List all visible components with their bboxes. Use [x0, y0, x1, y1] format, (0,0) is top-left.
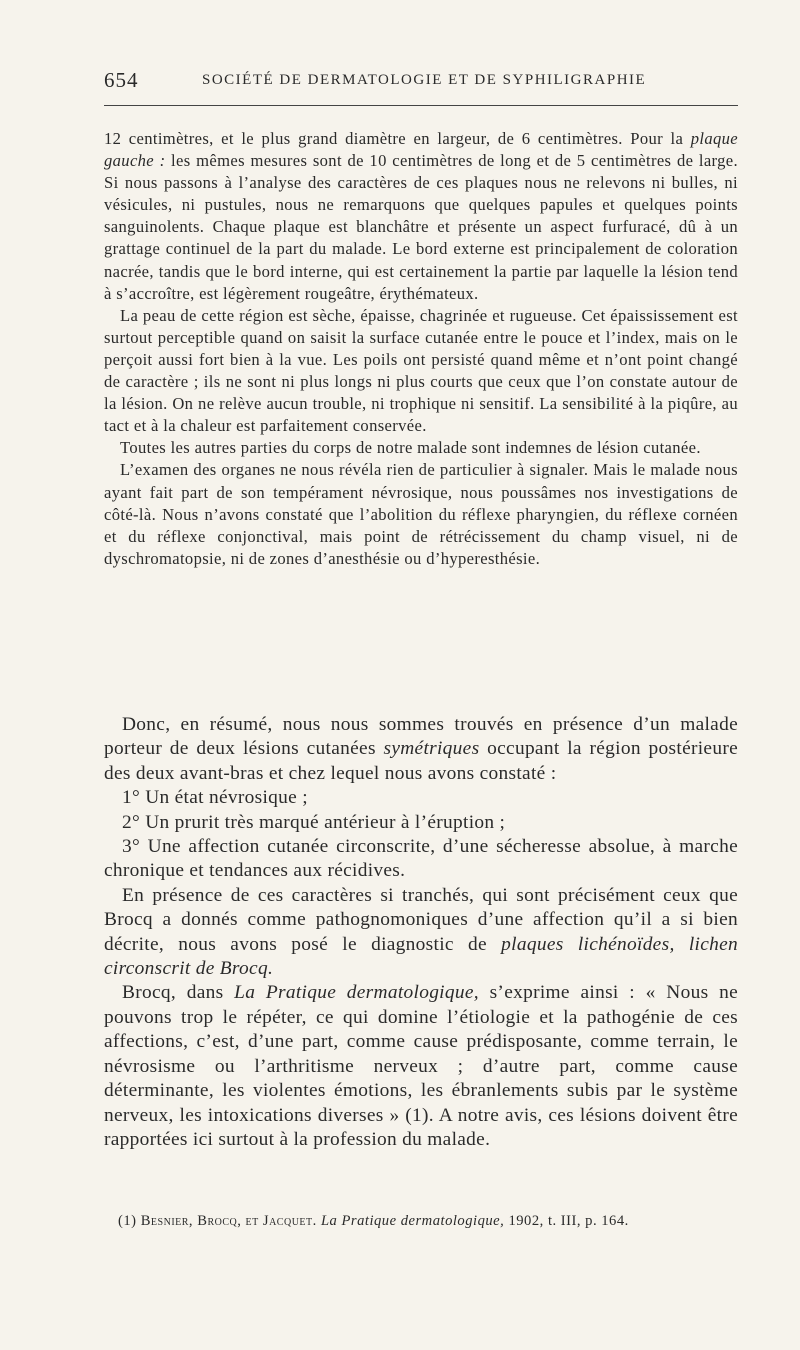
page-header	[104, 68, 738, 98]
footnote-authors: Besnier, Brocq, et Jacquet.	[140, 1213, 317, 1229]
paragraph: 12 centimètres, et le plus grand diamètre en largeur, de 6 centimètres. Pour la plaque gauche : les mêmes mesures sont de 10 centimètres de long et de 5 centimètres de large. Si nous passons à l’analyse des caractères de ces plaques nous ne relevons ni bulles, ni vésicules, ni pustules, nous ne remarquons que quelques papules et quelques points sanguinolents. Chaque plaque est blanchâtre et présente un aspect furfuracé, dû à un grattage continuel de la part du malade. Le bord externe est principalement de coloration nacrée, tandis que le bord interne, qui est certainement la partie par laquelle la lésion tend à s’accroître, est légèrement rougeâtre, érythémateux.	[104, 129, 738, 303]
paragraph: L’examen des organes ne nous révéla rien de particulier à signaler. Mais le malade nous ayant fait part de son tempérament névrosique, nous poussâmes nos investigations de côté-là. Nous n’avons constaté que l’abolition du réflexe pharyngien, du réflexe cornéen et du réflexe conjonctival, mais point de rétrécissement du champ visuel, ni de dyschromatopsie, ni de zones d’anesthésie ou d’hyperesthésie.	[104, 460, 738, 568]
paragraph: Toutes les autres parties du corps de notre malade sont indemnes de lésion cutanée.	[120, 438, 701, 458]
paragraph: La peau de cette région est sèche, épaisse, chagrinée et rugueuse. Cet épaississement est surtout perceptible quand on saisit la surface cutanée entre le pouce et l’index, mais on le perçoit aussi fort bien à la vue. Les poils ont persisté quand même et n’ont point changé de caractère ; ils ne sont ni plus longs ni plus courts que ceux que l’on constate autour de la lésion. On ne relève aucun trouble, ni trophique ni sensitif. La sensibilité à la piqûre, au tact et à la chaleur est parfaitement conservée.	[104, 305, 738, 436]
footnote-details: 1902, t. III, p. 164.	[508, 1213, 629, 1229]
list-item: 1° Un état névrosique ;	[122, 787, 308, 809]
header-rule	[104, 105, 738, 106]
body-small-text	[104, 128, 738, 570]
body-large-text	[104, 713, 738, 1152]
paragraph: Brocq, dans La Pratique dermatologique, s’exprime ainsi : « Nous ne pouvons trop le répéter, ce qui domine l’étiologie et la pathogénie de ces affections, c’est, d’une part, comme cause prédisposante, comme terrain, le névrosisme ou l’arthritisme nerveux ; d’autre part, comme cause déterminante, les violentes émotions, les ébranlements subis par le système nerveux, les intoxications diverses » (1). A notre avis, ces lésions doivent être rapportées ici surtout à la profession du malade.	[104, 982, 738, 1150]
paragraph: Donc, en résumé, nous nous sommes trouvés en présence d’un malade porteur de deux lésions cutanées symétriques occupant la région postérieure des deux avant-bras et chez lequel nous avons constaté :	[104, 714, 738, 784]
footnote-title: La Pratique dermatologique,	[320, 1213, 505, 1229]
running-title: SOCIÉTÉ DE DERMATOLOGIE ET DE SYPHILIGRAPHIE	[202, 72, 647, 88]
page-number: 654	[104, 68, 139, 92]
footnote	[104, 1213, 738, 1230]
list-item: 3° Une affection cutanée circonscrite, d’une sécheresse absolue, à marche chronique et tendances aux récidives.	[104, 836, 738, 882]
paragraph: En présence de ces caractères si tranchés, qui sont précisément ceux que Brocq a donnés comme pathognomoniques d’une affection qu’il a si bien décrite, nous avons posé le diagnostic de plaques lichénoïdes, lichen circonscrit de Brocq.	[104, 884, 738, 980]
list-item: 2° Un prurit très marqué antérieur à l’éruption ;	[122, 811, 506, 833]
footnote-marker: (1)	[118, 1213, 137, 1229]
